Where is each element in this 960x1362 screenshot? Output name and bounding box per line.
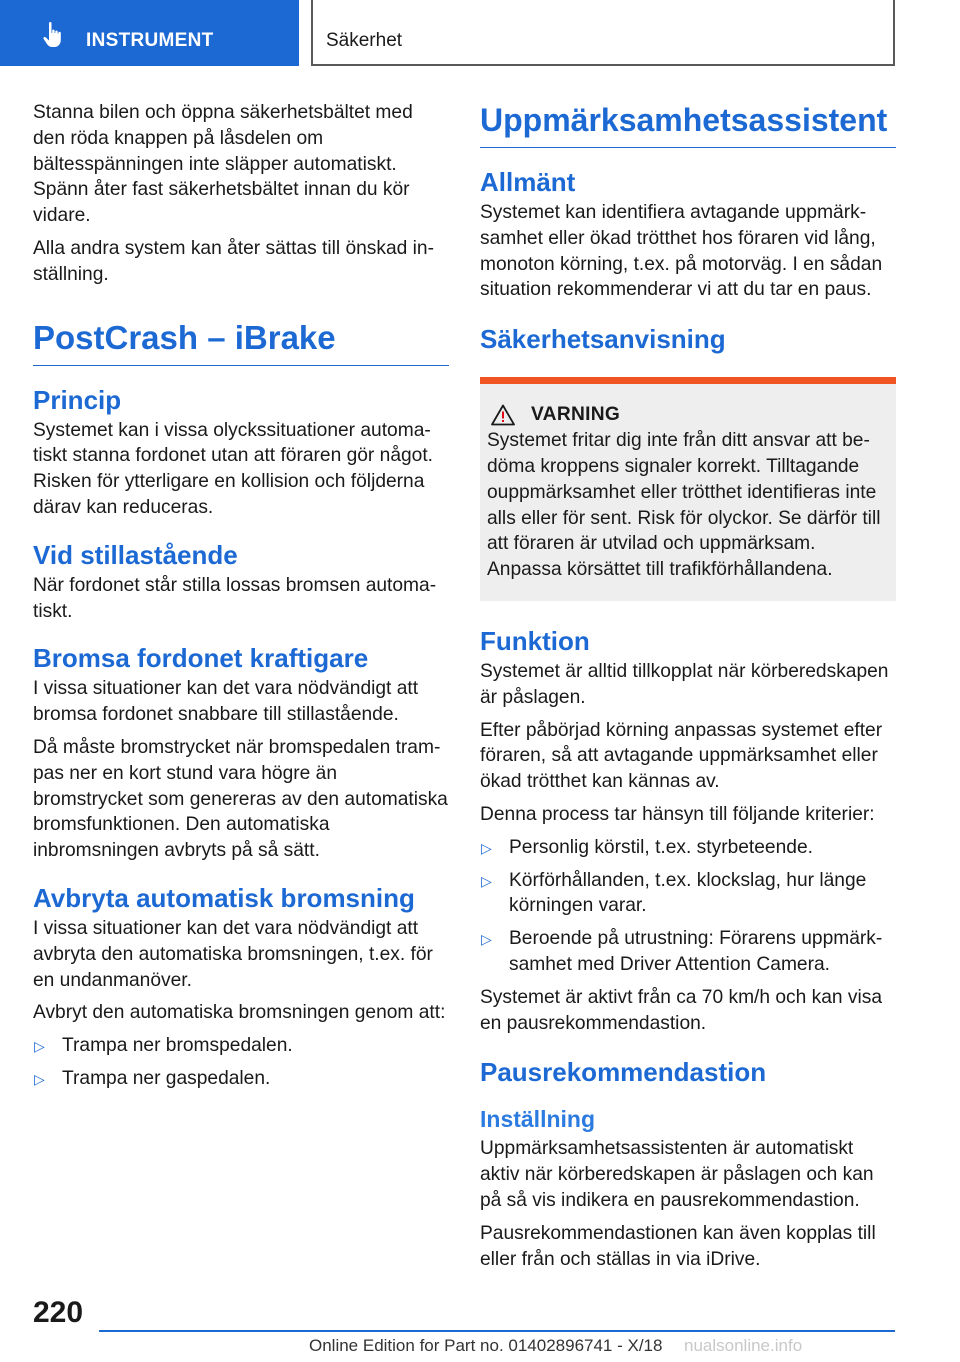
list-item-text: Trampa ner gaspedalen. (62, 1067, 271, 1089)
list-item (480, 926, 896, 978)
triangle-bullet-icon: ▷ (481, 839, 492, 856)
paus-text-1: Uppmärksamhetsassistenten är automatiskt aktiv när körberedskapen är påslagen och kan på så vis indikera en pausrekommendastion. (480, 1138, 874, 1211)
page-number: 220 (33, 1296, 84, 1329)
heading-installning: Inställning (480, 1106, 595, 1133)
section-title-uppmarksamhet: Uppmärksamhetsassistent (480, 100, 896, 148)
triangle-bullet-icon: ▷ (34, 1038, 45, 1055)
list-item (480, 835, 896, 861)
heading-avbryta: Avbryta automatisk bromsning (33, 882, 415, 913)
heading-allmant: Allmänt (480, 167, 576, 197)
list-item (33, 1066, 449, 1092)
heading-bromsa: Bromsa fordonet kraftigare (33, 643, 369, 674)
triangle-bullet-icon: ▷ (481, 931, 492, 948)
page-title: Säkerhet (326, 30, 403, 51)
princip-text: Systemet kan i vissa olyckssituationer automatiskt stanna fordonet utan att föraren gör något. Risken för ytterligare en kollision och följderna därav kan reduceras. (33, 419, 433, 518)
funktion-text-2: Efter påbörjad körning anpassas systemet efter föraren, så att avtagande uppmärksamhet eller ökad trötthet kan kännas av. (480, 719, 883, 793)
funktion-text-1: Systemet är alltid tillkopplat när körberedskapen är påslagen. (480, 660, 889, 708)
heading-princip: Princip (33, 384, 122, 415)
allmant-text: Systemet kan identifiera avtagande uppmärksamhet eller ökad trötthet hos föraren vid lång, monoton körning, t.ex. på motorväg. I en sådan situation rekommenderar vi att du tar en paus. (480, 202, 883, 301)
heading-funktion: Funktion (480, 625, 590, 656)
funktion-text-3: Denna process tar hänsyn till följande kriterier: (480, 803, 875, 825)
warning-title: VARNING (531, 404, 621, 426)
list-item-text: Trampa ner bromspedalen. (62, 1035, 293, 1057)
list-item-text: Personlig körstil, t.ex. styrbeteende. (509, 836, 813, 858)
heading-pausrekommendation: Pausrekommendastion (480, 1057, 767, 1088)
intro-paragraph-2: Alla andra system kan åter sättas till önskad inställning. (33, 237, 434, 285)
warning-text: Systemet fritar dig inte från ditt ansvar att bedöma kroppens signaler korrekt. Tilltagande ouppmärksamhet eller trötthet identifieras inte alls eller för sent. Risk för olyckor. Se därför till att föraren är utvilad och uppmärksam. Anpassa körsättet till trafikförhållandena. (487, 430, 881, 581)
list-item-text: Beroende på utrustning: Förarens uppmärksamhet med Driver Attention Camera. (509, 928, 883, 975)
warning-header (487, 404, 889, 426)
right-column (480, 100, 896, 1279)
heading-sakerhetsanvisning: Säkerhetsanvisning (480, 324, 726, 355)
footer-edition: Online Edition for Part no. 01402896741 - X/18 (309, 1336, 663, 1355)
left-column (33, 100, 449, 1099)
footer-watermark: nualsonline.info (684, 1336, 803, 1355)
bromsa-text-2: Då måste bromstrycket när bromspedalen trampas ner en kort stund vara högre än bromstrycket som genereras av den automatiska bromsfunktionen. Den automatiska inbromsningen avbryts på så sätt. (33, 736, 448, 862)
warning-box (480, 377, 896, 601)
hand-pointer-icon (38, 20, 68, 50)
heading-stillastaende: Vid stillastående (33, 539, 238, 570)
avbryta-text-2: Avbryt den automatiska bromsningen genom att: (33, 1002, 446, 1024)
funktion-list (480, 835, 896, 978)
avbryta-list (33, 1033, 449, 1092)
bromsa-text-1: I vissa situationer kan det vara nödvändigt att bromsa fordonet snabbare till stillastående. (33, 678, 419, 726)
funktion-text-4: Systemet är aktivt från ca 70 km/h och kan visa en pausrekommendastion. (480, 986, 883, 1034)
list-item-text: Körförhållanden, t.ex. klockslag, hur länge körningen varar. (509, 869, 867, 917)
avbryta-text-1: I vissa situationer kan det vara nödvändigt att avbryta den automatiska bromsningen, t.ex. för en undanmanöver. (33, 917, 433, 991)
triangle-bullet-icon: ▷ (34, 1070, 45, 1087)
section-title-postcrash: PostCrash – iBrake (33, 318, 449, 366)
warning-triangle-icon (491, 404, 515, 426)
intro-paragraph-1: Stanna bilen och öppna säkerhetsbältet med den röda knappen på låsdelen om bältesspänningen inte släpper automatiskt. Spänn åter fast säkerhetsbältet innan du kör vidare. (33, 102, 413, 227)
chapter-tab-label: INSTRUMENT (86, 30, 214, 51)
footer-divider (99, 1330, 895, 1332)
list-item (480, 868, 896, 920)
list-item (33, 1033, 449, 1059)
chapter-tab (0, 0, 299, 66)
triangle-bullet-icon: ▷ (481, 872, 492, 889)
paus-text-2: Pausrekommendastionen kan även kopplas till eller från och ställas in via iDrive. (480, 1222, 876, 1270)
stillastaende-text: När fordonet står stilla lossas bromsen automatiskt. (33, 574, 437, 622)
